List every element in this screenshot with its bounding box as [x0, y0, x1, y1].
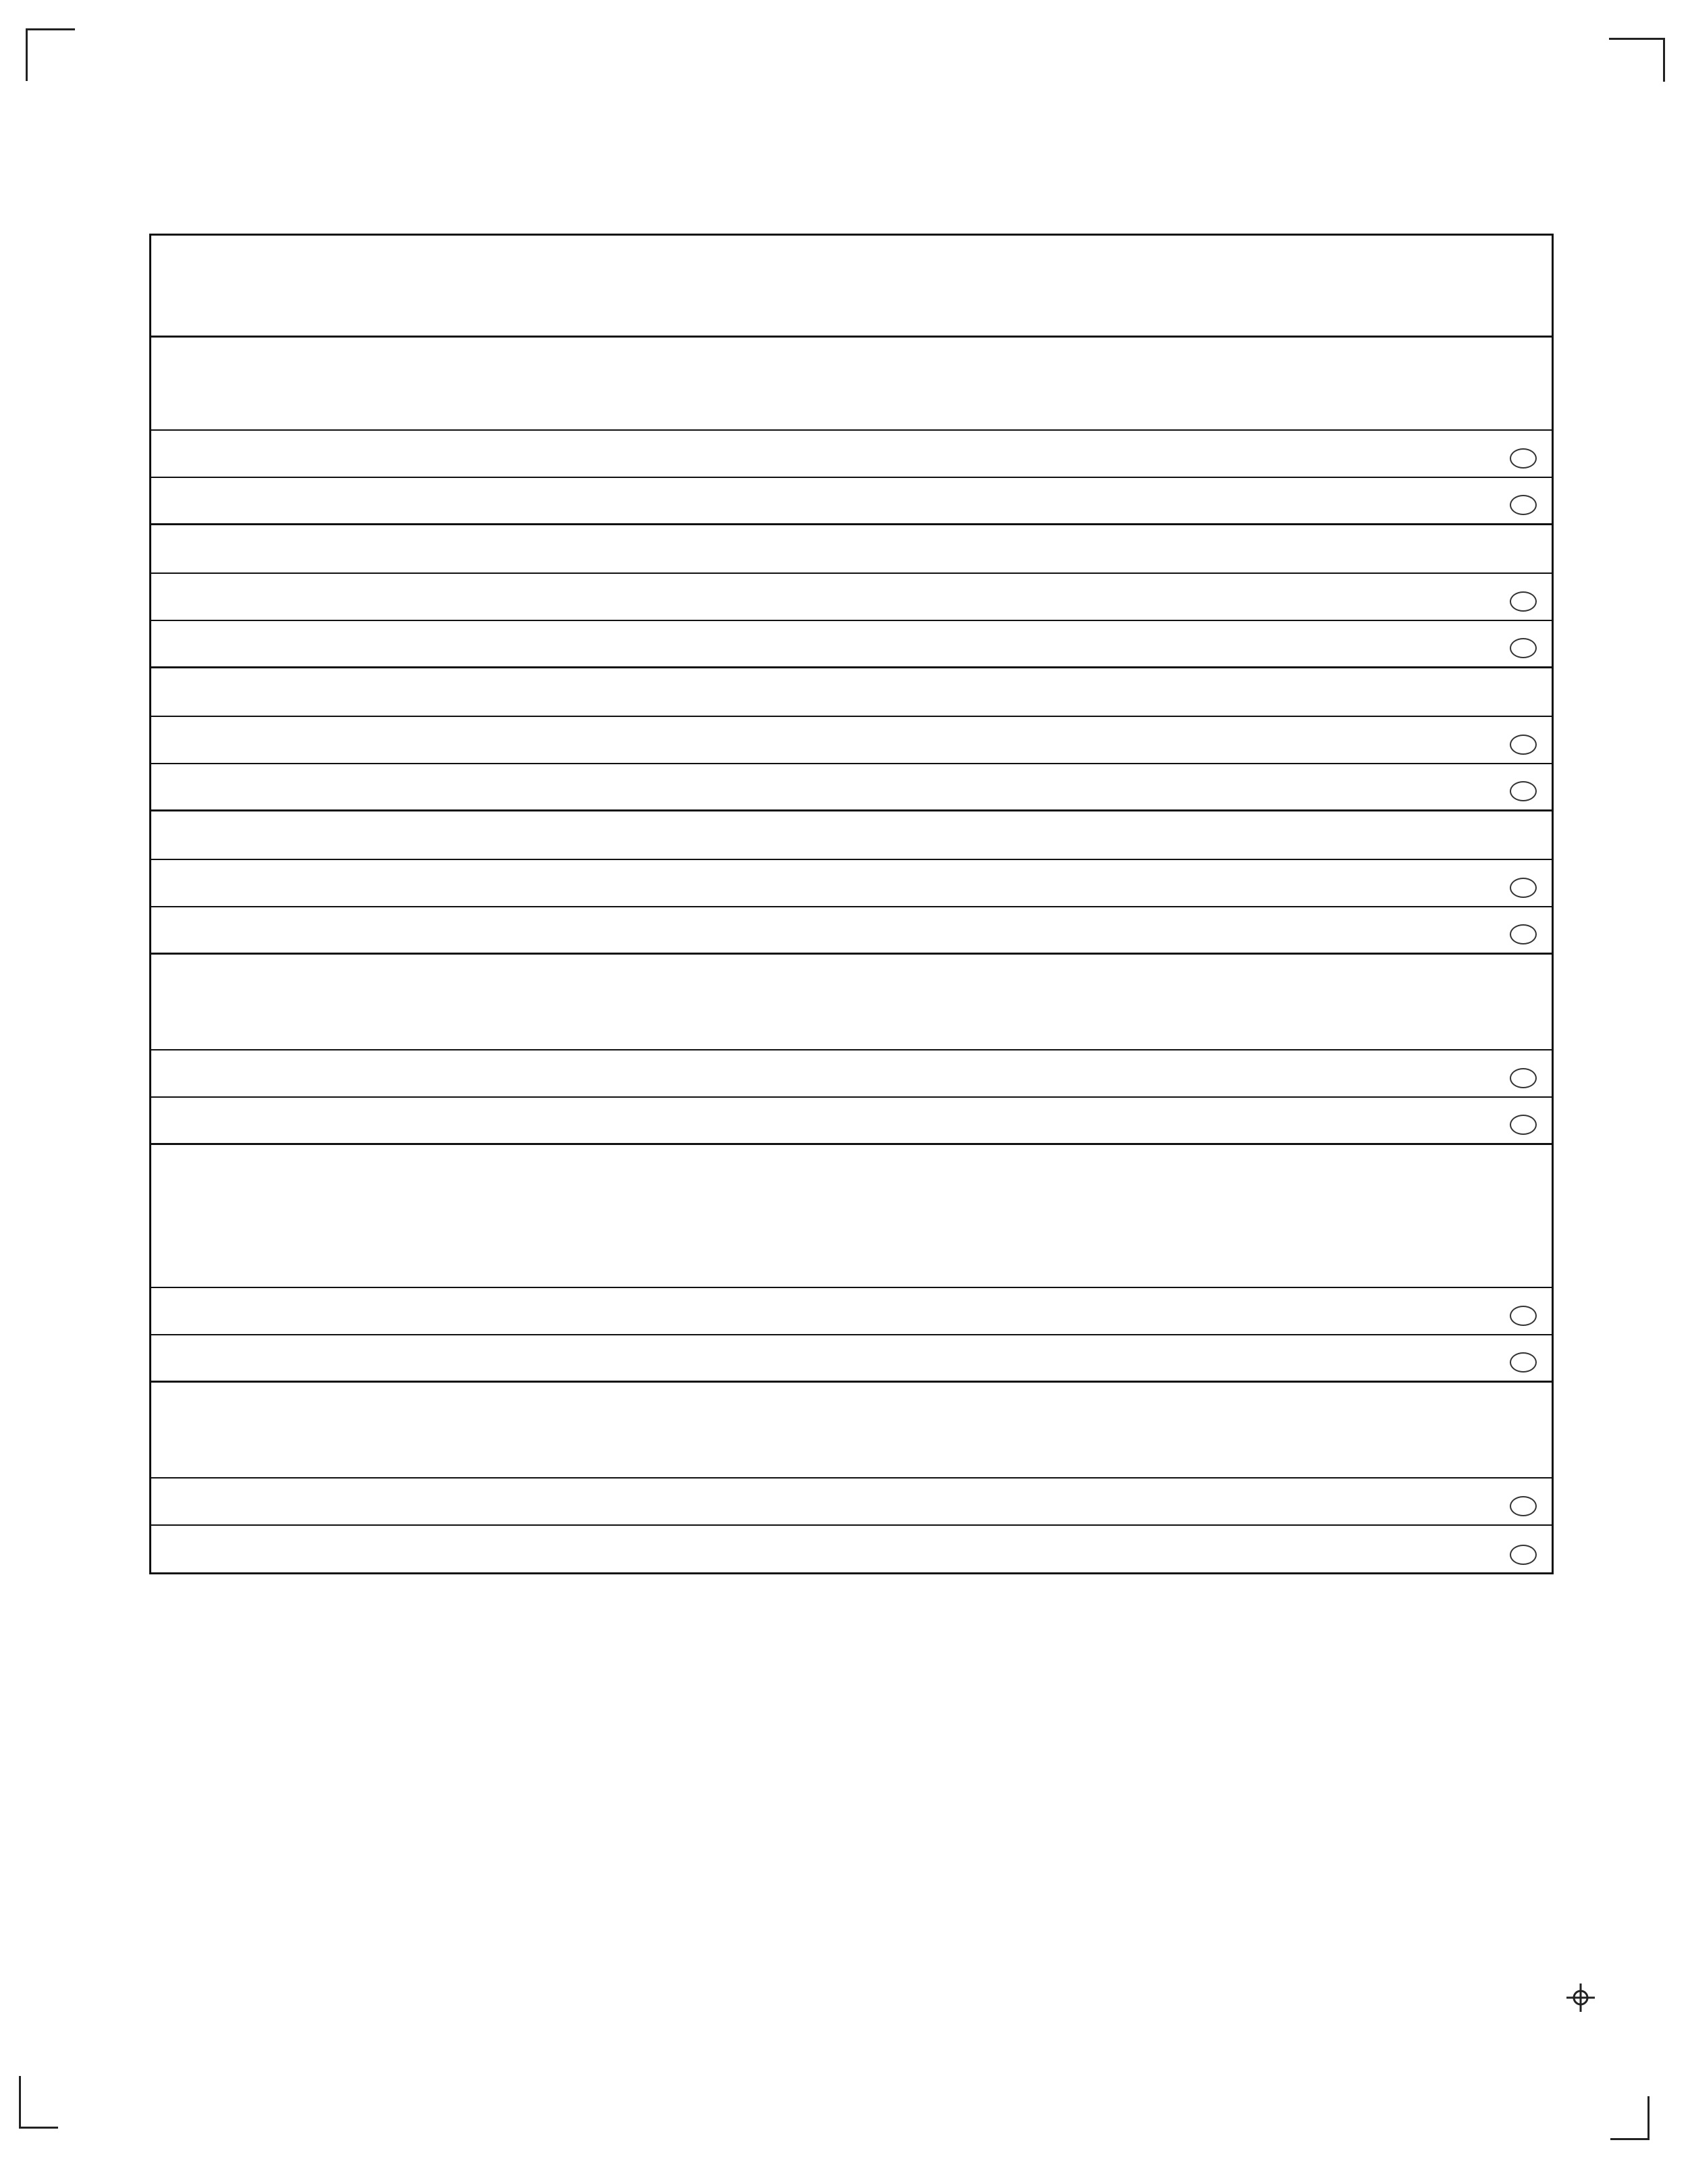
- article-5: [151, 955, 1552, 1145]
- article-4-text: [151, 811, 1552, 860]
- article-3: [151, 668, 1552, 811]
- article-5-yes-row[interactable]: [151, 1050, 1552, 1098]
- article-6-yes-row[interactable]: [151, 1288, 1552, 1335]
- article-4-no-oval[interactable]: [1510, 924, 1537, 944]
- corner-mark-top-left: [26, 28, 75, 81]
- corner-mark-bottom-left: [19, 2076, 58, 2129]
- article-2-no-oval[interactable]: [1510, 638, 1537, 658]
- article-6: [151, 1145, 1552, 1383]
- article-3-no-row[interactable]: [151, 764, 1552, 811]
- ballot-table: [149, 234, 1554, 1574]
- article-2-yes-oval[interactable]: [1510, 591, 1537, 612]
- article-5-yes-oval[interactable]: [1510, 1068, 1537, 1088]
- corner-mark-top-right: [1609, 38, 1665, 82]
- article-6-yes-oval[interactable]: [1510, 1306, 1537, 1326]
- article-1-yes-oval[interactable]: [1510, 448, 1537, 469]
- article-6-no-oval[interactable]: [1510, 1352, 1537, 1373]
- article-4-yes-row[interactable]: [151, 860, 1552, 907]
- article-6-no-row[interactable]: [151, 1335, 1552, 1383]
- article-3-yes-row[interactable]: [151, 717, 1552, 764]
- article-1-text: [151, 338, 1552, 431]
- article-3-no-oval[interactable]: [1510, 781, 1537, 801]
- ballot-title: [151, 236, 1552, 338]
- article-7-yes-oval[interactable]: [1510, 1496, 1537, 1516]
- article-3-text: [151, 668, 1552, 717]
- article-2: [151, 525, 1552, 668]
- article-1: [151, 338, 1552, 525]
- article-4-no-row[interactable]: [151, 907, 1552, 955]
- article-5-text: [151, 955, 1552, 1050]
- article-1-yes-row[interactable]: [151, 431, 1552, 478]
- article-7-text: [151, 1383, 1552, 1479]
- article-2-no-row[interactable]: [151, 621, 1552, 668]
- article-2-text: [151, 525, 1552, 574]
- article-2-yes-row[interactable]: [151, 574, 1552, 621]
- corner-mark-bottom-right: [1610, 2096, 1650, 2140]
- article-7-no-oval[interactable]: [1510, 1545, 1537, 1565]
- article-5-no-oval[interactable]: [1510, 1115, 1537, 1135]
- article-7-no-row[interactable]: [151, 1526, 1552, 1573]
- article-5-no-row[interactable]: [151, 1098, 1552, 1145]
- article-1-no-oval[interactable]: [1510, 495, 1537, 515]
- article-6-text: [151, 1145, 1552, 1288]
- article-1-no-row[interactable]: [151, 478, 1552, 525]
- article-7: [151, 1383, 1552, 1573]
- article-3-yes-oval[interactable]: [1510, 735, 1537, 755]
- article-7-yes-row[interactable]: [151, 1479, 1552, 1526]
- article-4: [151, 811, 1552, 955]
- article-4-yes-oval[interactable]: [1510, 878, 1537, 898]
- crosshair-icon: [1565, 1982, 1596, 2013]
